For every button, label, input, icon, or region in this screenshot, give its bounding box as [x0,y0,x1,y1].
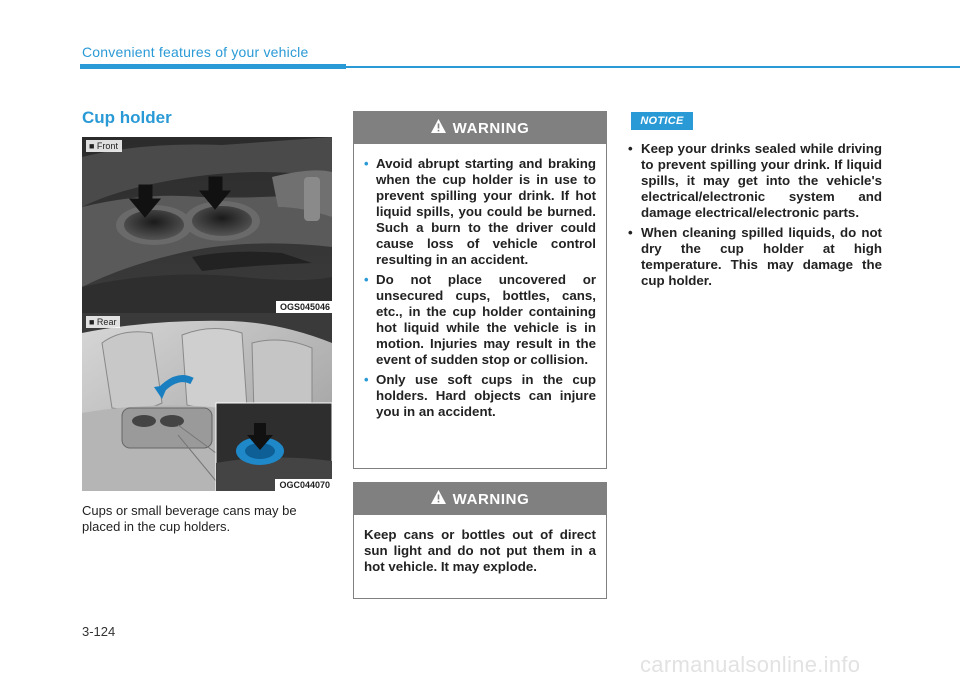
header-rule [80,64,346,69]
rear-cup-holder-photo [82,313,332,491]
notice-item: • Keep your drinks sealed while driving to prevent spilling your drink. If liquid spills, it may get into the vehicle's electrical/electronic system and damage electrical/electronic parts. [628,141,882,220]
header-rule-extension [346,66,960,68]
notice-badge: NOTICE [631,112,693,130]
warning-box-heat [353,482,607,599]
watermark: carmanualsonline.info [640,652,861,677]
warning-box-spill [353,111,607,469]
figure-code-rear: OGC044070 [275,479,332,491]
body-text: Cups or small beverage cans may be placed in the cup holders. [82,503,297,534]
bullet-icon: • [628,141,633,156]
bullet-icon: • [364,372,369,387]
figure-code-front: OGS045046 [276,301,332,313]
section-title: Cup holder [82,108,172,127]
warning-item: • Do not place uncovered or unsecured cups, bottles, cans, etc., in the cup holder containing hot liquid while the vehicle is in motion. Injuries may result in the event of sudden stop or collision. [364,272,596,367]
figure-label-rear: ■ Rear [86,316,120,328]
warning-item: • Avoid abrupt starting and braking when the cup holder is in use to prevent spilling your drink. If hot liquid spills, you could be burned. Such a burn to the driver could cause loss of vehicle control resulting in an accident. [364,156,596,267]
warning-header [354,483,606,515]
notice-list [624,141,882,293]
warning-item: • Only use soft cups in the cup holders. Hard objects can injure you in an accident. [364,372,596,419]
figure-label-front: ■ Front [86,140,122,152]
section-header: Convenient features of your vehicle [82,44,309,60]
warning-header [354,112,606,144]
warning-triangle-icon [431,490,446,508]
bullet-icon: • [364,272,369,287]
warning-triangle-icon [431,119,446,137]
front-cup-holder-photo [82,137,332,313]
warning-heading: WARNING [452,119,530,137]
page-number: 3-124 [82,624,116,639]
bullet-icon: • [364,156,369,171]
notice-item: • When cleaning spilled liquids, do not dry the cup holder at high temperature. This may damage the cup holder. [628,225,882,288]
bullet-icon: • [628,225,633,240]
warning-heading: WARNING [452,490,530,508]
warning-text: Keep cans or bottles out of direct sun light and do not put them in a hot vehicle. It may explode. [364,527,596,574]
